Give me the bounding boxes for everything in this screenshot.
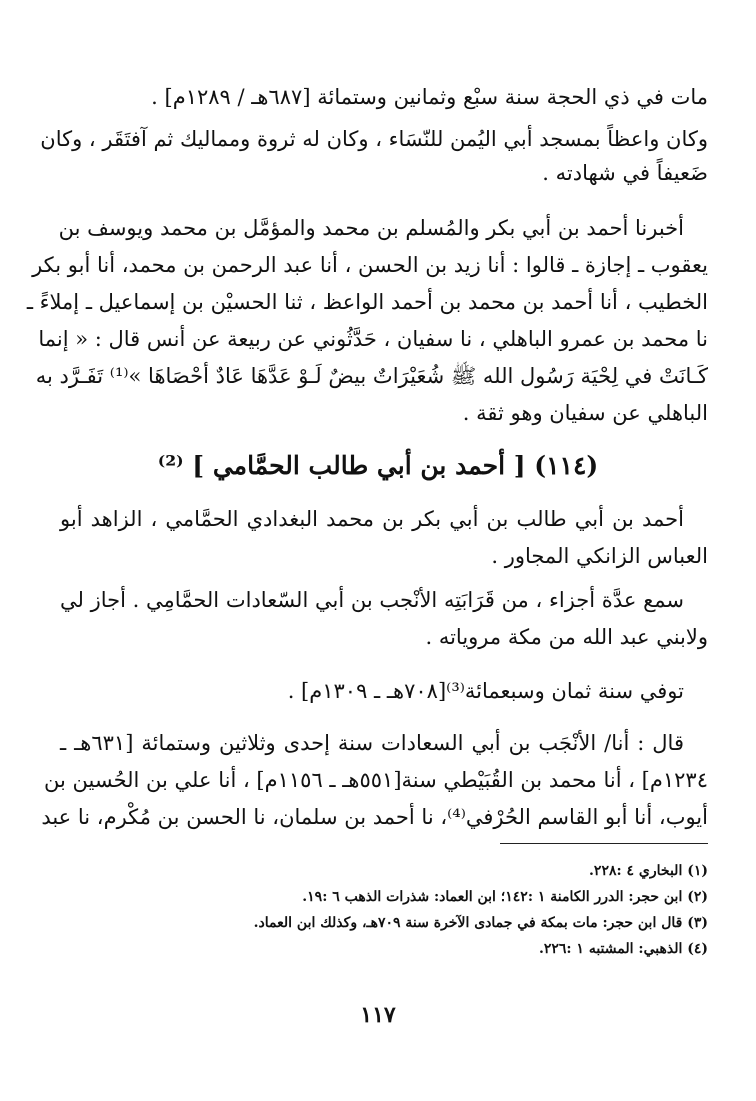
entry-heading: (١١٤) [ أحمد بن أبي طالب الحمَّامي ] ⁽²⁾ bbox=[157, 451, 599, 480]
text-line-preacher: وكان واعظاً بمسجد أبي اليُمن للنّسَاء ، وكان له ثروة ومماليك ثم آفتَقَر ، وكان bbox=[40, 127, 708, 151]
text-line-entry-nisba: العباس الزانكي المجاور . bbox=[491, 544, 708, 568]
footnote-divider bbox=[500, 843, 708, 844]
footnote-2: (٢) ابن حجر: الدرر الكامنة ١ :١٤٢؛ ابن العماد: شذرات الذهب ٦ :١٩. bbox=[302, 889, 708, 905]
footnote-1: (١) البخاري ٤ :٢٢٨. bbox=[589, 863, 708, 879]
text-line-chain-3: أيوب، أنا أبو القاسم الحُرْفي⁽⁴⁾، نا أحمد بن سلمان، نا الحسن بن مُكْرم، نا عبد bbox=[41, 805, 708, 829]
text-line-narrator-note: الباهلي عن سفيان وهو ثقة . bbox=[462, 401, 708, 425]
text-line-chain-2: ١٢٣٤م] ، أنا محمد بن القُبَيْطي سنة[٥٥١هـ ـ ١١٥٦م] ، أنا علي بن الحُسين بن bbox=[44, 768, 708, 792]
text-line-death-year: توفي سنة ثمان وسبعمائة⁽³⁾[٧٠٨هـ ـ ١٣٠٩م] . bbox=[287, 679, 684, 703]
text-line-isnad-1: أخبرنا أحمد بن أبي بكر والمُسلم بن محمد والمؤمَّل بن محمد ويوسف بن bbox=[58, 216, 684, 240]
text-line-hadith: كَـانَتْ في لِحْيَة رَسُول الله ﷺ شُعَيْرَاتٌ بيضٌ لَـوْ عَدَّهَا عَادٌ أحْصَاهَا »⁽¹⁾ تَفَـرَّد به bbox=[35, 364, 708, 388]
text-line-riwayat: ولابني عبد الله من مكة مروياته . bbox=[425, 625, 708, 649]
page-number: ١١٧ bbox=[360, 1002, 396, 1028]
text-line-isnad-2: يعقوب ـ إجازة ـ قالوا : أنا زيد بن الحسن ، أنا عبد الرحمن بن محمد، أنا أبو بكر bbox=[32, 253, 708, 277]
text-line-chain-1: قال : أنا/ الأنْجَب بن أبي السعادات سنة إحدى وثلاثين وستمائة [٦٣١هـ ـ bbox=[60, 731, 684, 755]
text-line-isnad-3: الخطيب ، أنا أحمد بن محمد بن أحمد الواعظ ، ثنا الحسيْن بن إسماعيل ـ إملاءً ـ bbox=[26, 290, 708, 314]
footnote-3: (٣) قال ابن حجر: مات بمكة في جمادى الآخرة سنة ٧٠٩هـ، وكذلك ابن العماد. bbox=[253, 915, 708, 931]
text-line-weak-testimony: ضَعيفاً في شهادته . bbox=[542, 161, 708, 185]
text-line-entry-name: أحمد بن أبي طالب بن أبي بكر بن محمد البغدادي الحمَّامي ، الزاهد أبو bbox=[60, 507, 684, 531]
text-line-death-date: مات في ذي الحجة سنة سبْع وثمانين وستمائة [٦٨٧هـ / ١٢٨٩م] . bbox=[151, 85, 708, 109]
footnote-4: (٤) الذهبي: المشتبه ١ :٢٢٦. bbox=[538, 941, 708, 957]
text-line-heard-parts: سمع عدَّة أجزاء ، من قَرَابَتِه الأنْجب بن أبي السّعادات الحمَّامِي . أجاز لي bbox=[60, 588, 684, 612]
text-line-isnad-4: نا محمد بن عمرو الباهلي ، نا سفيان ، حَدَّثُوني عن ربيعة عن أنس قال : « إنما bbox=[38, 327, 708, 351]
